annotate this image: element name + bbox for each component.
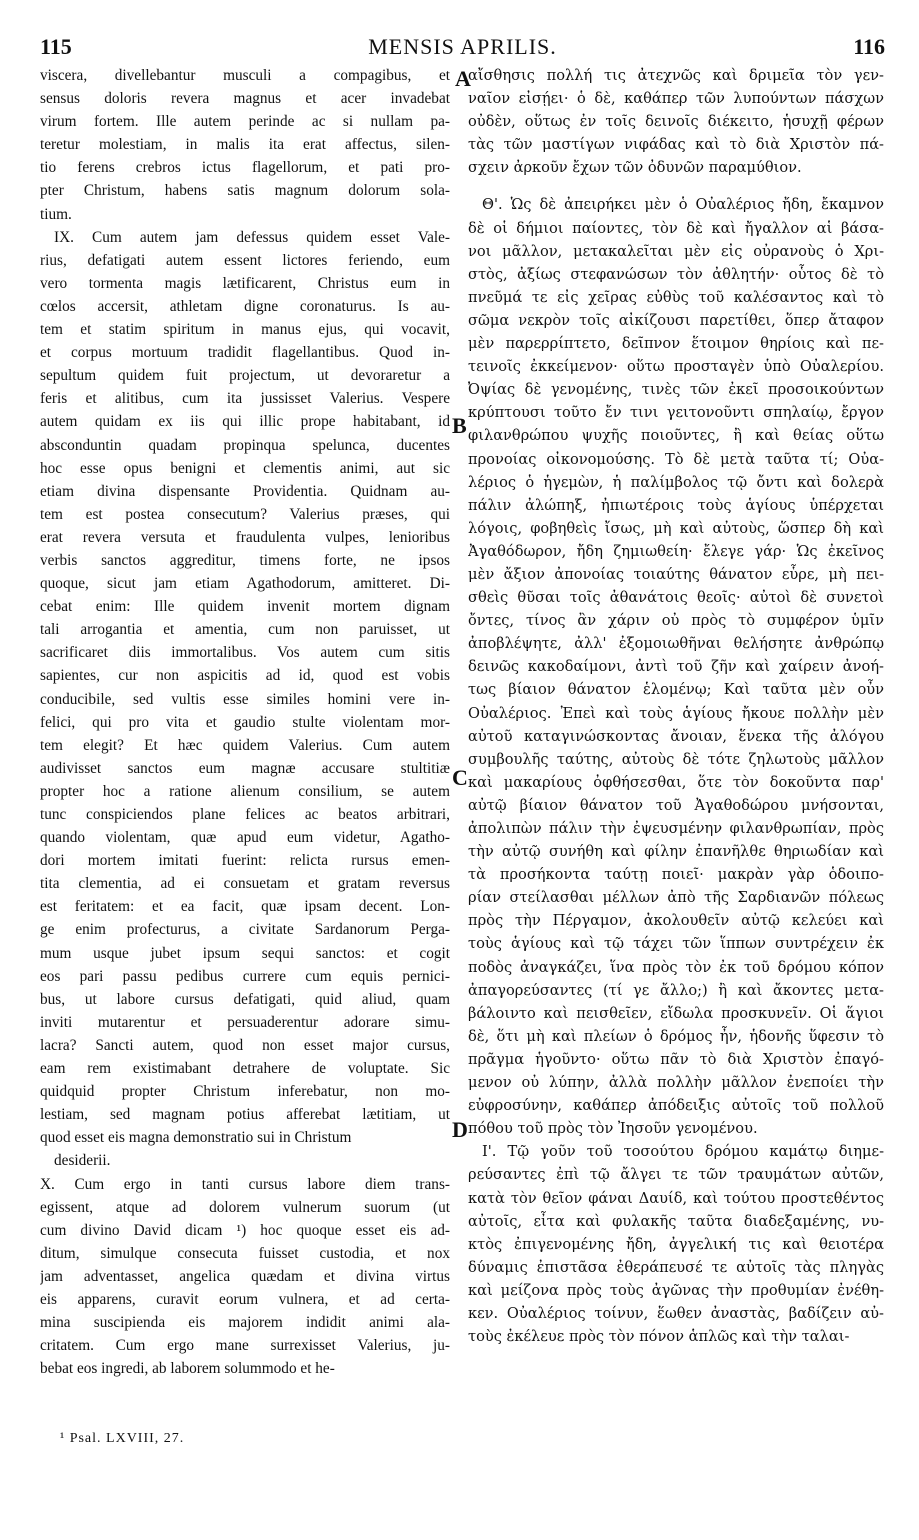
text-line: κρύπτουσι τοῦτο ἔν τινι γειτονοῦντι σπηλαίῳ, ἔργον [468, 404, 884, 422]
paragraph-gap [468, 179, 884, 193]
text-line: erat revera versuta et fraudulenta vulpes, lenioribus [40, 528, 450, 546]
text-line: lestiam, sed magnam potius afferebat lætitiam, ut [40, 1106, 450, 1124]
text-line: rius, defatigati autem essent lictores feriendo, eum [40, 251, 450, 269]
text-line: tium. [40, 205, 72, 223]
running-header [40, 34, 885, 62]
text-line: πνεῦμά τε εἰς χεῖρας εὐθὺς τοῦ καλέσαντος καὶ τὸ [468, 288, 884, 306]
text-line: αὐτοῦ καταγινώσκοντας ἄνοιαν, ἕνεκα τῆς ἀλόγου [468, 727, 884, 745]
text-line: sacrificaret diis immortalibus. Vos autem cum sitis [40, 644, 450, 662]
text-line: eis apparens, curavit eorum vulnera, et ad certa- [40, 1290, 450, 1308]
text-line: lacra? Sancti autem, quod non esset major cursus, [40, 1036, 450, 1054]
text-line: ποδὸς ἀναγκάζει, ἵνα πρὸς τὸν ἐκ τοῦ δρόμου κόπον [468, 958, 884, 976]
text-line: teretur molestiam, in malis ita erat affectus, silen- [40, 136, 450, 154]
text-line: αἴσθησις πολλή τις ἀτεχνῶς καὶ δριμεῖα τὸν γεν- [468, 67, 884, 84]
text-line: συμβουλῆς ταύτης, αὐτοὺς δὲ τότε ζηλωτοὺς μᾶλλον [468, 750, 884, 768]
text-line: κτὸς ἐπιγενομένης ἤδη, ἀγγελική τις καὶ θειοτέρα [468, 1235, 884, 1253]
text-line: μὲν ἄξιον ἀπονοίας τοιαύτης θάνατον εὗρε, μὴ πει- [468, 565, 884, 583]
page-number-left: 115 [40, 34, 72, 59]
text-line: Ὀψίας δὲ γενομένης, τινὲς τῶν ἐκεῖ προσοικούντων [468, 381, 884, 399]
text-line: εὐφροσύνην, καθάπερ ἀπόδειξις αὐτοῖς τοῦ πολλοῦ [468, 1097, 884, 1115]
text-line: sapientes, cur non aspicitis ad id, quod est vobis [40, 667, 450, 685]
text-line: quod esset eis magna demonstratio sui in Christum [40, 1129, 352, 1147]
greek-column [468, 64, 884, 1348]
text-line: cœlos accersit, athletam digne coronaturus. Is au- [40, 297, 450, 315]
text-line: tita clementia, ad ei consuetam et gratam reversus [40, 875, 450, 893]
text-line: tem et statim spiritum in manus ejus, qui vocavit, [40, 321, 450, 339]
text-line: viscera, divellebantur musculi a compagibus, et [40, 67, 450, 84]
latin-column [40, 64, 450, 1380]
text-line: πρᾶγμα ἡγοῦντο· οὕτω πᾶν τὸ διὰ Χριστὸν ἐπαγό- [468, 1050, 884, 1068]
text-line: egissent, atque ad dolorem vulnerum suorum (ut [40, 1198, 450, 1216]
text-line: propter hoc a ratione alienum consilium, se autem [40, 782, 450, 800]
text-line: tem est postea consecutum? Valerius præses, qui [40, 505, 450, 523]
text-line: σῶμα νεκρὸν τοῖς αἰκίζουσι παρετίθει, ὅπερ ἄταφον [468, 311, 884, 329]
text-line: Οὐαλέριος. Ἐπεὶ καὶ τοὺς ἁγίους ἤκουε πολλὴν μὲν [468, 704, 884, 722]
text-line: dori mortem imitati fuerint: relicta rursus emen- [40, 852, 450, 870]
text-line: tali arrogantia et amentia, cum non paruisset, ut [40, 621, 450, 639]
text-line: et corpus mortuum tradidit flagellantibus. Quod in- [40, 344, 450, 362]
text-line: πάλιν ἀλώπηξ, ἠπιωτέροις τοὺς ἁγίους ὑπέρχεται [468, 496, 884, 514]
text-line: μὲν παρερρίπτετο, δεῖπνον ἕτοιμον θηρίοις καὶ πε- [468, 335, 884, 353]
text-line: conducibile, sed vultis esse similes homini vere in- [40, 690, 450, 708]
footnote: ¹ Psal. LXVIII, 27. [60, 1431, 185, 1446]
text-line: ditum, simulque consecuta fuisset custodia, et nox [40, 1244, 450, 1262]
text-line: eam rem existimabant detrahere de voluptate. Sic [40, 1060, 450, 1078]
text-line: τὰ προσήκοντα ταύτῃ ποιεῖ· μακρὰν γὰρ ὁδοιπο- [468, 866, 884, 884]
text-line: pter Christum, habens satis magnum dolorum sola- [40, 182, 450, 200]
text-line: ge enim profecturus, a civitate Sardanorum Perga- [40, 921, 450, 939]
text-line: feris et alitibus, cum ita jussisset Valerius. Vespere [40, 390, 450, 408]
text-line: ρίαν στείλασθαι μέλλων ἀπὸ τῆς Σαρδιανῶν πόλεως [468, 889, 884, 907]
text-line: tio ferens crebros ictus flagellorum, et pati pro- [40, 159, 450, 177]
text-line: autem quidam ex iis qui illic prope habitabant, id [40, 413, 450, 431]
text-line: τεινοῖς ἐκκείμενον· οὕτω προσταγὲν ὑπὸ Οὐαλερίου. [468, 358, 884, 376]
text-line: verbis sanctos aggreditur, timens forte, ne ipsos [40, 551, 450, 569]
text-line: sepultum quidem fuit projectum, ut devoraretur a [40, 367, 450, 385]
text-line: φιλανθρώπου ψυχῆς ποιοῦντες, ἢ καὶ θείας οὕτω [468, 427, 884, 445]
text-line: Ι'. Τῷ γοῦν τοῦ τοσούτου δρόμου καμάτῳ διημε- [482, 1143, 884, 1161]
text-line: αὐτῷ βίαιον θάνατον τοῦ Ἀγαθοδώρου μνήσονται, [468, 796, 884, 814]
text-line: πόθου τοῦ πρὸς τὸν Ἰησοῦν γενομένου. [468, 1120, 758, 1138]
text-line: τὴν αὐτῷ συνήθη καὶ φίλην ἐπανῆλθε θηριωδίαν καὶ [468, 843, 884, 861]
text-line: βάλοιντο καὶ πεισθεῖεν, εἴδωλα προσκυνεῖν. Οἱ ἅγιοι [468, 1004, 884, 1022]
text-line: jam adventasset, angelica quædam et divina virtus [40, 1267, 450, 1285]
text-line: X. Cum ergo in tanti cursus labore diem trans- [40, 1175, 450, 1193]
text-line: bebat eos ingredi, ab laborem solummodo et he- [40, 1360, 335, 1378]
text-line: καὶ μακαρίους ὀφθήσεσθαι, ὅτε τὸν δοκοῦντα παρ' [468, 773, 884, 791]
text-line: est feritatem: et ea facit, quæ ipsam decent. Lon- [40, 898, 450, 916]
text-line: τὰς τῶν μαστίγων νιφάδας καὶ τὸ διὰ Χριστὸν πά- [468, 136, 884, 154]
margin-marker-c: C [452, 765, 468, 790]
text-line: κεν. Οὐαλέριος τοίνυν, ἕωθεν ἀναστὰς, βαδίζειν αὐ- [468, 1304, 884, 1322]
text-line: προνοίας οἰκονομούσης. Τὸ δὲ μετὰ ταῦτα τί; Οὐα- [468, 450, 884, 468]
margin-marker-a: A [455, 66, 471, 91]
text-line: πρὸς τὴν Πέργαμον, ἀκολουθεῖν αὐτῷ κελεύει καὶ [468, 912, 884, 930]
text-line: ὄντες, τίνος ἂν χάριν οὐ πρὸς τὸ συμφέρον ὑμῖν [468, 612, 884, 630]
margin-marker-d: D [452, 1117, 468, 1142]
text-line: δεινῶς κακοδαίμονι, ἀντὶ τοῦ ζῆν καὶ χαίρειν ἀνοή- [468, 658, 884, 676]
text-line: cebat enim: Ille quidem invenit mortem dignam [40, 598, 450, 616]
text-line: desiderii. [54, 1152, 111, 1170]
text-line: σθεὶς θῦσαι τοῖς ἀθανάτοις θεοῖς· αὐτοὶ δὲ συνετοὶ [468, 589, 884, 607]
text-line: quoque, sicut jam etiam Agathodorum, amitteret. Di- [40, 575, 450, 593]
text-line: δύναμις ἐπιστᾶσα ἐθεράπευσέ τε αὐτοῖς τὰς πληγὰς [468, 1258, 884, 1276]
text-line: λέριος ὁ ἡγεμὼν, ἡ παλίμβολος τῷ ὄντι καὶ δολερὰ [468, 473, 884, 491]
text-line: felici, qui pro vita et gaudio stulte violentam mor- [40, 713, 450, 731]
text-line: mum usque jubet ipsum sequi sanctos: et cogit [40, 944, 450, 962]
text-line: ἀπολιπὼν πάλιν τὴν ἐψευσμένην φιλανθρωπίαν, πρὸς [468, 820, 884, 837]
text-line: mina suscipienda eis majorem indidit animi ala- [40, 1314, 450, 1332]
text-line: νοι μᾶλλον, μετακαλεῖται μὲν εἰς οὐρανοὺς ὁ Χρι- [468, 242, 884, 260]
text-line: absconduntin quadam propinqua spelunca, ducentes [40, 436, 450, 454]
text-line: τοὺς ἐκέλευε πρὸς τὸν πόνον ἁπλῶς καὶ τὴν ταλαι- [468, 1328, 850, 1346]
text-line: τοὺς ἁγίους καὶ τῷ τάχει τῶν ἵππων συντρέχειν ἐκ [468, 935, 884, 953]
text-line: μενον οὐ λύπην, ἀλλὰ πολλὴν μᾶλλον ἐνεποίει τὴν [468, 1074, 884, 1092]
margin-marker-b: B [452, 413, 467, 438]
text-line: Ἀγαθόδωρον, ἤδη ζημιωθείη· ἔλεγε γάρ· Ὡς ἐκεῖνος [468, 542, 884, 560]
text-line: vero tormenta magis lætificarent, Christus eum in [40, 274, 450, 292]
text-line: ἀπαγορεύσαντες (τί γε ἄλλο;) ἢ καὶ ἄκοντες μετα- [468, 981, 884, 999]
text-line: hoc esse opus benigni et clementis animi, aut sic [40, 459, 450, 477]
text-line: etiam divina dispensante Providentia. Quidnam au- [40, 482, 450, 500]
text-line: λόγοις, φοβηθεὶς ἴσως, μὴ καὶ αὐτοὺς, ὥσπερ δὴ καὶ [468, 519, 884, 537]
text-line: critatem. Cum ergo mane surrexisset Valerius, ju- [40, 1337, 450, 1355]
text-line: cum divino David dicam ¹) hoc quoque esset eis ad- [40, 1221, 450, 1239]
text-line: ρεύσαντες ἐπὶ τῷ ἄλγει τε τῶν τραυμάτων αὐτῶν, [468, 1166, 884, 1184]
text-line: αὐτοῖς, εἶτα καὶ φυλακῆς ταῦτα διαδεξαμένης, νυ- [468, 1212, 884, 1230]
text-line: inviti mutarentur et persuaderentur adorare simu- [40, 1013, 450, 1031]
page-number-right: 116 [853, 34, 885, 59]
text-line: ἀποβλέψητε, ἀλλ' ἐξομοιωθῆναι θελήσητε ἀνθρώπῳ [468, 635, 884, 653]
text-line: ναῖον εἰσῄει· ὁ δὲ, καθάπερ τῶν λυπούντων πάσχων [468, 90, 884, 108]
text-line: κατὰ τὸν θεῖον φάναι Δαυίδ, καὶ τούτου προστεθέντος [468, 1189, 884, 1207]
text-line: δὲ, ὅτι μὴ καὶ πλείων ὁ δρόμος ἦν, ἡδονῆς ὕφεσιν τὸ [468, 1027, 884, 1045]
text-line: sensus doloris revera magnus et acer invadebat [40, 90, 450, 108]
text-line: tem elegit? Et hæc quidem Valerius. Cum autem [40, 736, 450, 754]
text-line: quidquid propter Christum inferebatur, non mo- [40, 1083, 450, 1101]
text-line: δὲ οἱ δήμιοι παίοντες, τὸν δὲ καὶ ἤγαλλον αἱ βάσα- [468, 219, 884, 237]
text-line: σχειν ἀρκοῦν ἔχων τῶν ὀδυνῶν παραμύθιον. [468, 159, 802, 177]
text-line: eos pari passu pedibus currere cum equis pernici- [40, 967, 450, 985]
text-line: καὶ μείζονα πρὸς τοὺς ἀγῶνας τὴν προθυμίαν ἐνέθη- [468, 1281, 884, 1299]
text-line: IX. Cum autem jam defessus quidem esset Vale- [54, 228, 450, 246]
text-line: οὐδὲν, οὕτως ἐν τοῖς δεινοῖς διέκειτο, ἡσυχῇ φέρων [468, 113, 884, 131]
text-line: στὸς, ἀξίως στεφανώσων τὸν ἀθλητήν· οὗτος δὲ τὸ [468, 265, 884, 283]
text-line: Θ'. Ὡς δὲ ἀπειρήκει μὲν ὁ Οὐαλέριος ἤδη, ἔκαμνον [482, 196, 884, 214]
running-title: MENSIS APRILIS. [368, 34, 557, 59]
text-line: bus, ut labore cursus defatigati, quid aliud, quam [40, 990, 450, 1008]
text-line: tunc conspiciendos plane felices ac beatos arbitrari, [40, 806, 450, 823]
text-line: audivisset sanctos eum magnæ accusare stultitiæ [40, 759, 450, 777]
text-line: virum fortem. Ille autem perinde ac si nullam pa- [40, 113, 450, 131]
text-line: τως βίαιον θάνατον ἑλομένῳ; Καὶ ταῦτα μὲν οὖν [468, 681, 884, 699]
text-line: quando violentam, quæ apud eum videtur, Agatho- [40, 829, 450, 847]
